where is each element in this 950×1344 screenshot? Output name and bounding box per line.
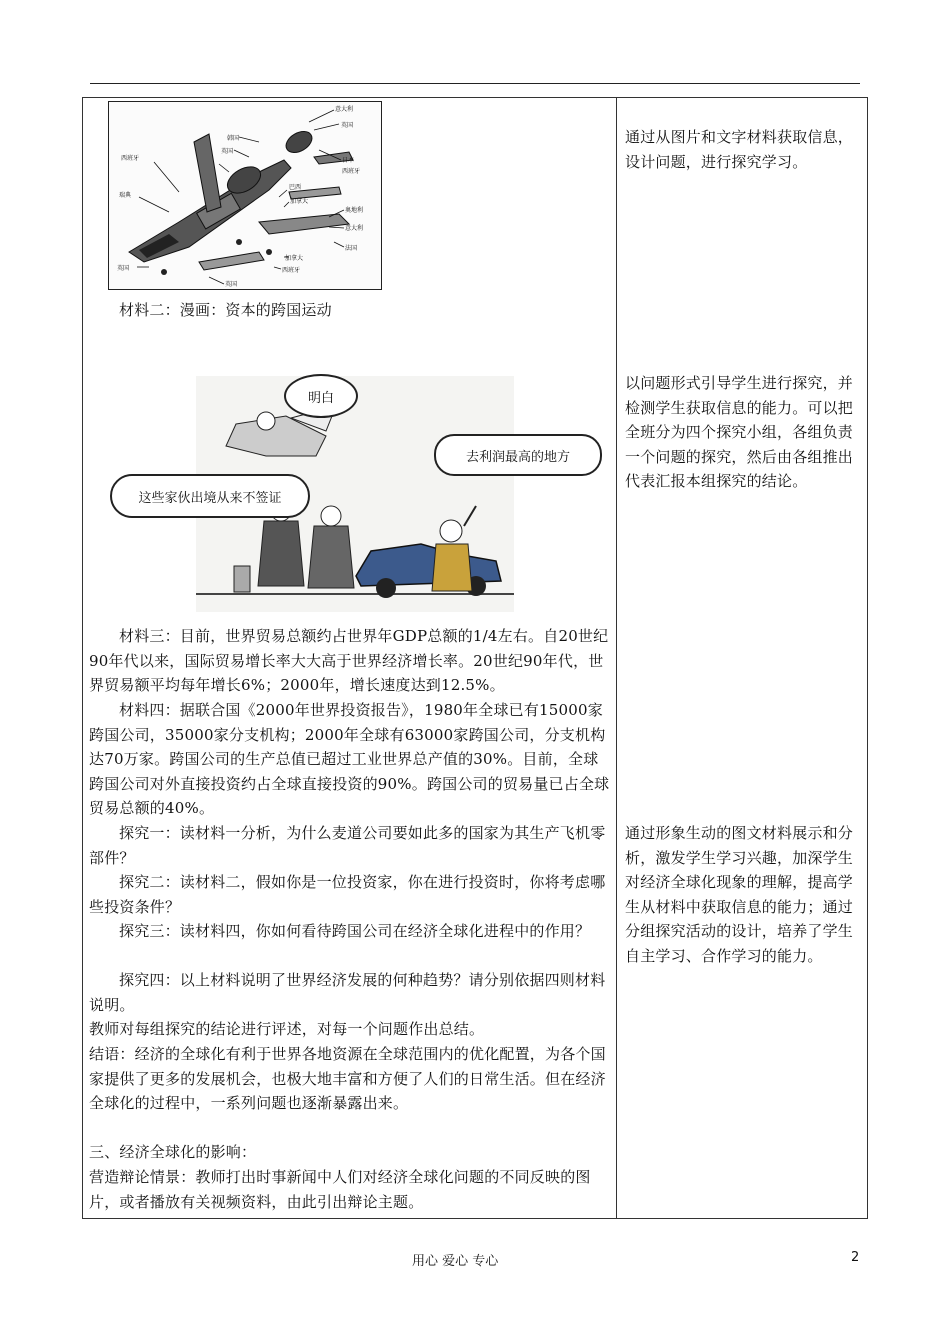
parts-label: 英国 (221, 148, 234, 155)
parts-label: 西班牙 (282, 267, 301, 274)
parts-label: 法国 (345, 245, 358, 252)
parts-label: 加拿大 (290, 198, 309, 205)
lesson-plan-table (82, 97, 868, 1219)
parts-label: 英国 (117, 265, 130, 272)
parts-label: 意大利 (345, 225, 364, 232)
material4-text: 材料四：据联合国《2000年世界投资报告》，1980年全球已有15000家跨国公司，35000家分支机构；2000年全球有63000家跨国公司，分支机构达70万家。跨国公司的生产总值已超过工业世界总产值的30%。目前，全球跨国公司对外直接投资约占全球直接投资的90%。跨国公司的贸易量已占全球贸易总额的40%。 (89, 701, 610, 818)
parts-label: 英国 (225, 281, 238, 288)
parts-label: 意大利 (335, 106, 354, 113)
parts-label: 西班牙 (121, 155, 140, 162)
parts-label: 奥地利 (345, 207, 364, 214)
speech-bubble-profit: 去利润最高的地方 (434, 434, 602, 476)
notes-column (617, 98, 868, 1219)
parts-label: 韩国 (227, 135, 240, 142)
inquiry1-text: 探究一：读材料一分析，为什么麦道公司要如此多的国家为其生产飞机零部件？ (89, 824, 606, 867)
capital-movement-cartoon (138, 376, 570, 612)
parts-label: 巴西 (289, 184, 302, 191)
content-column (83, 98, 617, 1219)
section3-heading: 三、经济全球化的影响： (89, 1143, 257, 1161)
inquiry4-text: 探究四：以上材料说明了世界经济发展的何种趋势？请分别依据四则材料说明。 (89, 971, 606, 1014)
teaching-note-3: 通过形象生动的图文材料展示和分析，激发学生学习兴趣，加深学生对经济全球化现象的理解，提高学生从材料中获取信息的能力；通过分组探究活动的设计，培养了学生自主学习、合作学习的能力。 (625, 824, 854, 965)
speech-bubble-understand: 明白 (284, 374, 358, 418)
parts-label: 瑞典 (119, 192, 132, 199)
teaching-note-2: 以问题形式引导学生进行探究，并检测学生获取信息的能力。可以把全班分为四个探究小组，各组负责一个问题的探究，然后由各组推出代表汇报本组探究的结论。 (625, 374, 854, 491)
conclusion-text: 结语：经济的全球化有利于世界各地资源在全球范围内的优化配置，为各个国家提供了更多的发展机会，也极大地丰富和方便了人们的日常生活。但在经济全球化的过程中，一系列问题也逐渐暴露出来。 (89, 1045, 606, 1113)
page-number: 2 (851, 1250, 860, 1265)
parts-label: 日本 (342, 157, 355, 164)
teaching-note-1: 通过从图片和文字材料获取信息，设计问题，进行探究学习。 (625, 128, 854, 171)
parts-label: 加拿大 (285, 255, 304, 262)
airplane-parts-diagram (108, 101, 382, 290)
header-rule (90, 83, 860, 84)
inquiry2-text: 探究二：读材料二，假如你是一位投资家，你在进行投资时，你将考虑哪些投资条件？ (89, 873, 606, 916)
debate-setup-text: 营造辩论情景：教师打出时事新闻中人们对经济全球化问题的不同反映的图片，或者播放有关视频资料，由此引出辩论主题。 (89, 1168, 591, 1211)
teacher-summary: 教师对每组探究的结论进行评述，对每一个问题作出总结。 (89, 1020, 485, 1038)
parts-label: 英国 (341, 122, 354, 129)
footer-motto: 用心 爱心 专心 (412, 1254, 499, 1269)
material2-caption: 材料二：漫画：资本的跨国运动 (119, 301, 332, 319)
speech-bubble-no-visa: 这些家伙出境从来不签证 (110, 474, 310, 518)
airplane-illustration (109, 102, 381, 289)
inquiry3-text: 探究三：读材料四，你如何看待跨国公司在经济全球化进程中的作用？ (119, 922, 591, 940)
material3-text: 材料三：目前，世界贸易总额约占世界年GDP总额的1/4左右。自20世纪90年代以来，国际贸易增长率大大高于世界经济增长率。20世纪90年代，世界贸易额平均每年增长6%；2000年，增长速度达到12.5%。 (89, 627, 609, 695)
parts-label: 西班牙 (342, 168, 361, 175)
